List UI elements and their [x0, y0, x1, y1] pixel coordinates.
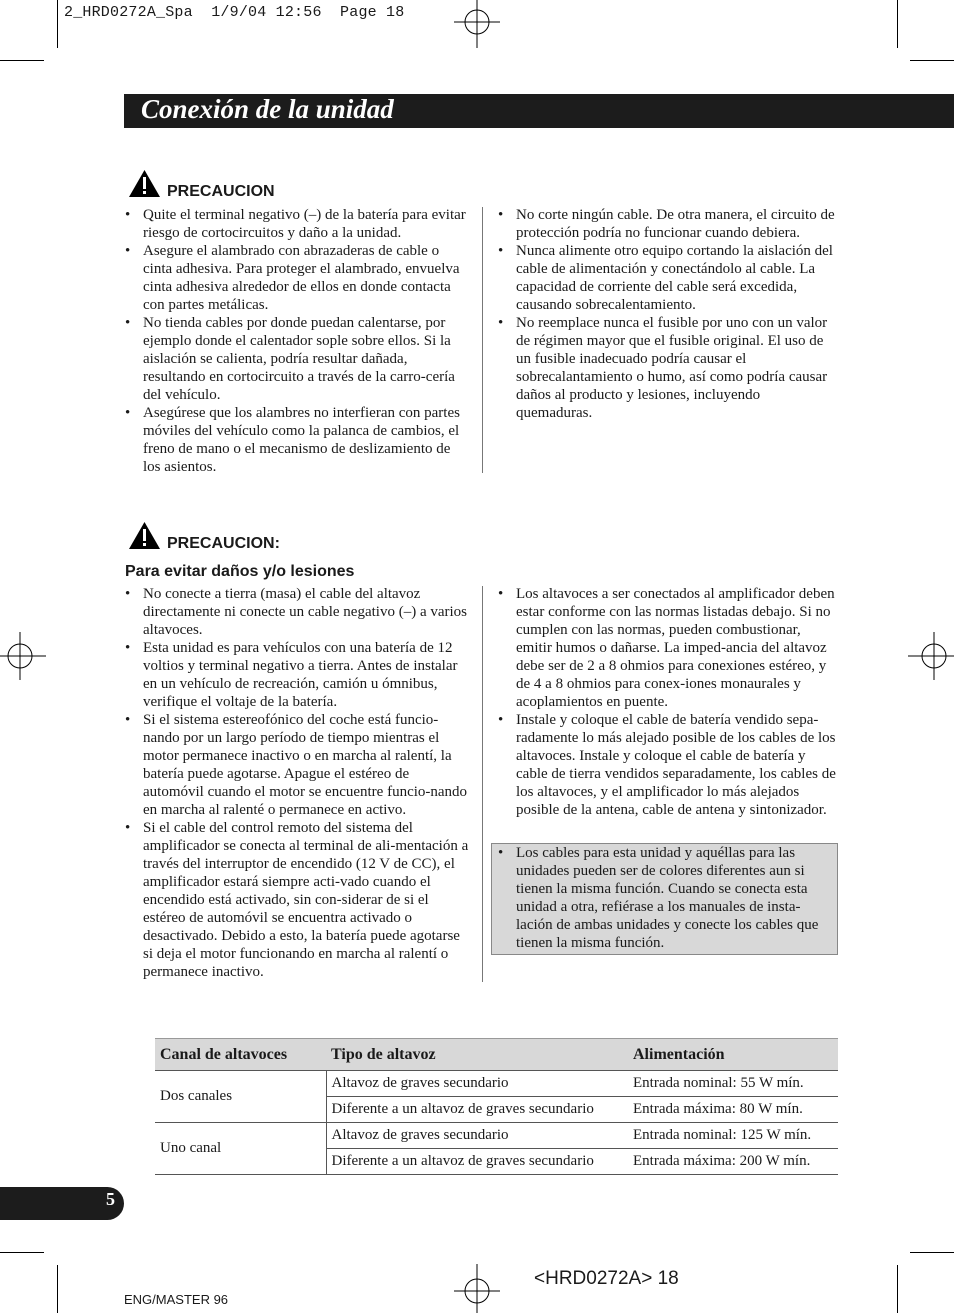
list-item: • No conecte a tierra (masa) el cable del altavoz directamente ni conecte un cable negativo (–) a varios altavoces.: [124, 585, 469, 639]
column-header: Canal de altavoces: [155, 1039, 326, 1071]
column-divider: [482, 207, 483, 473]
channel-cell: Uno canal: [155, 1123, 326, 1175]
registration-mark-bottom: [454, 1264, 500, 1313]
list-item: • No reemplace nunca el fusible por uno con un valor de régimen mayor que el fusible original. El uso de un fusible inadecuado podría causar el sobrecalantamiento o humo, así como podría causar daños al producto y lesiones, incluyendo quemaduras.: [497, 314, 840, 422]
list-item: • Asegúrese que los alambres no interfieran con partes móviles del vehículo como la palanca de cambios, el freno de mano o el mecanismo de deslizamiento de los asientos.: [124, 404, 469, 476]
power-cell: Entrada nominal: 55 W mín.: [628, 1071, 838, 1097]
type-cell: Altavoz de graves secundario: [326, 1071, 628, 1097]
table-row: [155, 1123, 838, 1149]
registration-mark-right: [908, 632, 954, 680]
page-title: Conexión de la unidad: [141, 94, 394, 124]
channel-cell: Dos canales: [155, 1071, 326, 1123]
warning-heading: PRECAUCION:: [167, 535, 280, 552]
list-item: • Instale y coloque el cable de batería vendido sepa-radamente lo más alejado posible de los cables de los altavoces. Instale y coloque el cable de batería y cable de tierra vendidos separadamente, los cables de los altavoces, y el amplificador lo más alejados posible de la antena, cable de antena y sintonizador.: [497, 711, 840, 819]
type-cell: Altavoz de graves secundario: [326, 1123, 628, 1149]
list-item: • Si el sistema estereofónico del coche está funcio-nando por un largo período de tiempo mientras el motor permanece inactivo o en marcha al ralentí, la batería puede agotarse. Apague el estéreo de automóvil cuando el motor se encuentre funcio-nando en marcha al ralenté o permanece en activo.: [124, 711, 469, 819]
power-cell: Entrada máxima: 200 W mín.: [628, 1149, 838, 1175]
list-item: • Esta unidad es para vehículos con una batería de 12 voltios y terminal negativo a tierra. Antes de instalar en un vehículo de recreación, camión u ómnibus, verifique el voltaje de la batería.: [124, 639, 469, 711]
warning-icon: [128, 521, 161, 550]
list-item: • Quite el terminal negativo (–) de la batería para evitar riesgo de cortocircuitos y daño a la unidad.: [124, 206, 469, 242]
registration-mark-top: [454, 0, 500, 50]
list-item: • Si el cable del control remoto del sistema del amplificador se conecta al terminal de ali-mentación a través del interruptor de encendido (12 V de CC), el amplificador estará siempre acti-vado cuando el encendido está activado, sin con-siderar de si el estéreo de automóvil se encuentra activado o desactivado. Debido a esto, la batería puede agotarse si deja el motor funcionando en marcha al ralentí o permanece inactivo.: [124, 819, 469, 981]
column-header: Tipo de altavoz: [326, 1039, 628, 1071]
warning-subheading: Para evitar daños y/o lesiones: [125, 563, 355, 580]
column-divider: [482, 586, 483, 982]
list-item: • Asegure el alambrado con abrazaderas de cable o cinta adhesiva. Para proteger el alambrado, envuelva cinta adhesiva alrededor de ellos en donde contacta con partes metálicas.: [124, 242, 469, 314]
column-header: Alimentación: [628, 1039, 838, 1071]
power-cell: Entrada nominal: 125 W mín.: [628, 1123, 838, 1149]
speaker-table: [155, 1038, 838, 1175]
warning-list-right: [497, 206, 840, 422]
list-item: • No tienda cables por donde puedan calentarse, por ejemplo donde el calentador sople sobre ellos. Si la aislación se calienta, podría resultar dañada, resultando en cortocircuito a través de la carro-cería del vehículo.: [124, 314, 469, 404]
note-list: [497, 844, 835, 952]
print-header: 2_HRD0272A_Spa 1/9/04 12:56 Page 18: [64, 4, 405, 21]
page-number: 5: [106, 1189, 115, 1209]
power-cell: Entrada máxima: 80 W mín.: [628, 1097, 838, 1123]
type-cell: Diferente a un altavoz de graves secundario: [326, 1149, 628, 1175]
footer-code: <HRD0272A> 18: [534, 1268, 679, 1289]
registration-mark-left: [0, 632, 46, 680]
warning-list-left: [124, 206, 469, 476]
note-text: • Los cables para esta unidad y aquéllas para las unidades pueden ser de colores diferentes aun si tienen la misma función. Cuando se conecta esta unidad a otra, refiérase a los manuales de insta-lación de ambas unidades y conecte los cables que tienen la misma función.: [497, 844, 835, 952]
warning-heading: PRECAUCION: [167, 183, 275, 200]
list-item: • No corte ningún cable. De otra manera, el circuito de protección podría no funcionar cuando debiera.: [497, 206, 840, 242]
footer-master: ENG/MASTER 96: [124, 1292, 229, 1307]
warning-icon: [128, 169, 161, 198]
type-cell: Diferente a un altavoz de graves secundario: [326, 1097, 628, 1123]
warning-list-left: [124, 585, 469, 981]
table-header-row: [155, 1039, 838, 1071]
table-row: [155, 1071, 838, 1097]
warning-list-right: [497, 585, 840, 819]
list-item: • Los altavoces a ser conectados al amplificador deben estar conforme con las normas listadas debajo. Si no cumplen con las normas, pueden combustionar, emitir humos o dañarse. La imped-ancia del altavoz debe ser de 2 a 8 ohmios para conexiones estéreo, y de 4 a 8 ohmios para conex-iones monaurales y acoplamientos en puente.: [497, 585, 840, 711]
list-item: • Nunca alimente otro equipo cortando la aislación del cable de alimentación y conectándolo al cable. La capacidad de corriente del cable será excedida, causando sobrecalentamiento.: [497, 242, 840, 314]
